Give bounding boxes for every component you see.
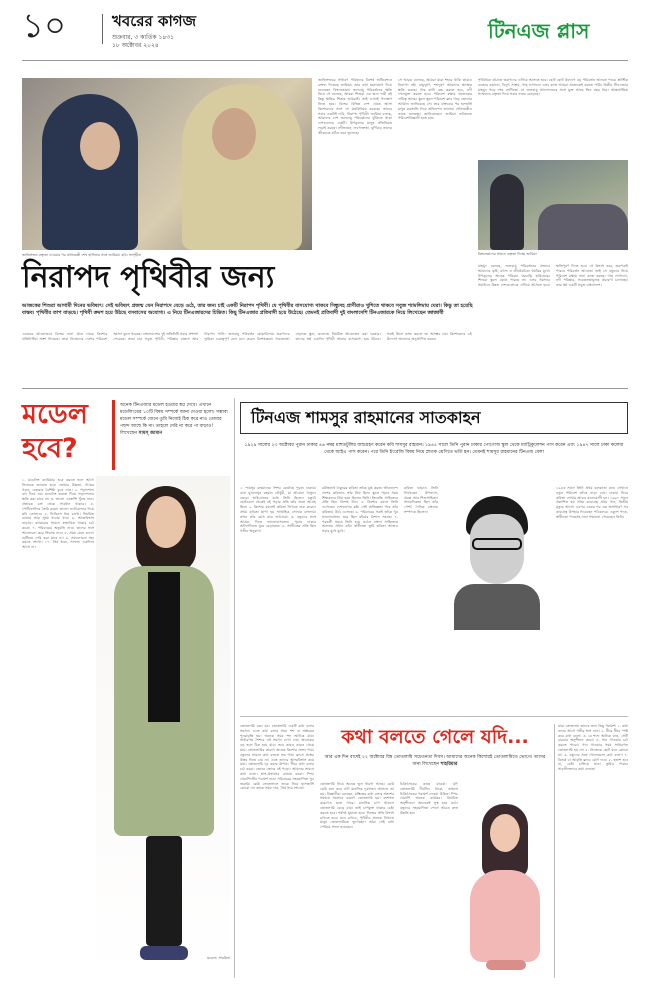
biography-text-column-3: কবিতা ছাড়াও তিনি লিখেছেন উপন্যাস, প্রবন্ধ আর শিশুসাহিত্য। সাংবাদিকতা ছিল তাঁর পেশা। দৈনিক বাংলার সম্পাদক ছিলেন। bbox=[404, 486, 438, 514]
lead-text-column-3: পৃথিবীকে বাঁচাতে তরুণদের এগিয়ে আসতে হবে। ছোট ছোট উদ্যোগ বড় পরিবর্তন আনতে পারে। প্লাস্টিক ব্যবহার কমানো, বিদ্যুৎ সাশ্রয়, গাছ লাগানো এসব কাজ আমরা প্রত্যেকেই করতে পারি। দ্বিতীয় টিনএজার মাহমুদ পড়ে দশম শ্রেণিতে। সে জলবায়ু আন্দোলনের সঙ্গে যুক্ত আছে তিন বছর ধরে। আন্তর্জাতিক সম্মেলনে বক্তৃতা দিয়ে সবার নজর কেড়েছে। bbox=[478, 78, 628, 97]
lead-headline: নিরাপদ পৃথিবীর জন্য bbox=[22, 260, 275, 295]
section-name: টিনএজ প্লাস bbox=[488, 19, 590, 43]
biography-intro: ১৯২৯ সালের ২৩ অক্টোবর পুরান ঢাকার ৪৬ নম্বর মাহুতটুলির জন্মগ্রহণ করেন কবি শামসুর রাহমান। ১৯৪৫ সালে তিনি পুরান ঢাকার পোগোজ স্কুল থেকে ম্যাট্রিকুলেশন পাস করেন এবং ১৯৪৭ সালে ঢাকা কলেজ থেকে আইএ পাস করেন। পরে তিনি ইংরেজি বিষয় নিয়ে স্নাতক শ্রেণিতে ভর্তি হন। তেমনই শামসুর রাহমানের টিনএজ বেলা bbox=[244, 443, 624, 455]
talk-title: কথা বলতে গেলে যদি... bbox=[341, 726, 529, 748]
lead-text-column-2: সে আরও বলেছে, আমরা যারা শহরে থাকি তারাও নিরাপদ নই। বায়ুদূষণ, শব্দদূষণ আমাদের স্বাস্থ্যের ক্ষতি করছে। গাছ কাটা বন্ধ করতে হবে, নদী দখলমুক্ত করতে হবে। পরিবেশ রক্ষায় প্রত্যেকের দায়িত্ব আছে। স্কুলে স্কুলে পরিবেশ ক্লাব গড়ে তোলার আহ্বান জানিয়েছে সে। তার বক্তব্যের পর হলভর্তি মানুষ করতালি দিয়ে অভিনন্দন জানায়। প্রধানমন্ত্রীও তাকে শুভেচ্ছা জানিয়েছেন। জারিয়া ভবিষ্যতে পরিবেশবিজ্ঞানী হতে চায়। bbox=[398, 78, 472, 121]
lead-text-column-1: জাতিসংঘের সাধারণ পরিষদের বিশেষ অধিবেশনে বক্তব্য দিয়েছে জারিয়া। তার কথা মনোযোগ দিয়ে শুনেছেন বিশ্বনেতারা। জলবায়ু পরিবর্তনের ক্ষতি নিয়ে সে বলেছে, আমরা শিশুরা এর জন্য দায়ী নই কিন্তু ক্ষতির শিকার আমরাই। তাই এখনই পদক্ষেপ নিতে হবে। বিশ্বের বিভিন্ন দেশ থেকে আসা কিশোরদের সঙ্গে সে মতবিনিময় করেছে। তাদের সবার একটাই দাবি, নিরাপদ পৃথিবী। জারিয়া বলছে, আমাদের দেশ জলবায়ু পরিবর্তনের ঝুঁকিতে থাকা দেশগুলোর একটি। উপকূলের মানুষ প্রতিনিয়ত লড়াই করছে। নদীভাঙন, লবণাক্ততা, ঘূর্ণিঝড় তাদের জীবনকে কঠিন করে তুলেছে। bbox=[318, 78, 392, 135]
masthead bbox=[0, 0, 650, 62]
talk-right-column: যারা তোতলায় তাদের জন্য কিছু পরামর্শ: ১. কথা বলার আগে গভীর শ্বাস নাও। ২. ধীরে ধীরে স্পষ্ট করে কথা বলো। ৩. যে শব্দে আটকে যাও, সেটি বারবার অনুশীলন করো। ৪. গান গাওয়ার চর্চা করতে পারো। গান গাওয়ার সময় সাধারণত তোতলামি হয় না। ৫. নিজেকে ছোট মনে কোরো না। ৬. বন্ধুদের সঙ্গে খোলামেলা কথা বলো। ৭. বিতর্ক বা আবৃত্তি ক্লাবে যোগ দাও। ৮. হতাশ হবে না, চেষ্টা চালিয়ে যাও। তুমিও পারবে সাবলীলভাবে কথা বলতে। bbox=[558, 724, 628, 772]
biography-bottom-rule bbox=[240, 716, 628, 717]
poet-collar bbox=[454, 584, 540, 630]
model-column-rule bbox=[234, 398, 235, 978]
lead-byline: জাজাবী bbox=[427, 310, 444, 316]
girl-face bbox=[490, 814, 520, 852]
poet-portrait bbox=[440, 490, 552, 630]
biography-text-column-4: ১৯৪৩ সালে তিনি প্রথম কলকাতা যান। সেখানে নতুন পরিবেশ তাঁকে নাড়া দেয়। ঢাকায় ফিরে কবিতা লেখায় আরও মনোযোগী হন। ১৯৬০ সালে প্রকাশিত হয় প্রথম কাব্যগ্রন্থ প্রথম গান, দ্বিতীয় মৃত্যুর আগে। এরপর একের পর এক অসাধারণ সব কাব্যগ্রন্থ উপহার দিয়েছেন পাঠকদের। একুশে পদক, স্বাধীনতা পদকসহ নানা সম্মাননা পেয়েছেন তিনি। bbox=[556, 486, 628, 519]
person-left-silhouette bbox=[42, 94, 138, 250]
talk-intro bbox=[320, 754, 550, 768]
talk-author: শাহরিয়ার bbox=[440, 762, 458, 767]
person-left-face bbox=[80, 122, 120, 170]
model-intro-text: অনেক টিনএজার মডেল হওয়ার স্বপ্ন দেখে। এখানে মডেলিংয়ের ১০টি বিষয় সম্পর্কে জানা দেওয়া হলো। সম্ভাব্য মডেল সম্পর্কে জেনে তুমি নিজেই ঠিক করে নাও তোমার পছন্দ আছে কি না। তাহলে দেরি না করে পা বাড়াও! লিখেছেন bbox=[120, 403, 228, 436]
model-face bbox=[146, 496, 186, 548]
talk-left-column: তোতলামি কেন হয়: তোতলামি একটি কথা বলার সমস্যা। এতে কথা বলার সময় শব্দ বা অক্ষরের পুনরাবৃত্তি হয়। অনেক সময় শব্দ আটকে যায়। সাধারণত শৈশবে এই সমস্যা দেখা দেয়। অনেকের বড় হলে ঠিক হয়ে যায়। তবে কারও কারও থেকে যায়। তোতলামির কারণে অনেক কিশোর লজ্জা পায়। বন্ধুদের সামনে কথা বলতে ভয় পায়। ক্লাসে প্রশ্নের উত্তর দিতে চায় না। এতে তাদের আত্মবিশ্বাস কমে যায়। তোতলামি দূর করার উপায়: ধীরে কথা বলার চর্চা করো। জোরে জোরে বই পড়ো। আয়নার সামনে কথা বলো। শ্বাস-প্রশ্বাসের ব্যায়াম করো। স্পিচ থেরাপিস্টের পরামর্শ নাও। পরিবারের সহযোগিতা খুব জরুরি। কেউ তোতলালে তাকে নিয়ে হাসাহাসি কোরো না। তাকে সময় দাও, ধৈর্য ধরে শোনো। bbox=[240, 724, 314, 791]
model-intro bbox=[120, 402, 228, 437]
lead-photo bbox=[22, 78, 312, 250]
talk-right-rule bbox=[554, 724, 555, 978]
masthead-rule bbox=[22, 60, 628, 61]
model-top bbox=[148, 572, 180, 722]
lead-photo-caption: জাতিসংঘে বক্তৃতা দেওয়ার পর প্রধানমন্ত্রী শেখ হাসিনার সঙ্গে জারিয়া। ছবি: সংগৃহীত bbox=[22, 253, 141, 257]
lead-intro bbox=[22, 303, 478, 317]
girl-feet bbox=[486, 960, 526, 970]
model-author: সামস্ জামান bbox=[138, 431, 163, 436]
lead-side-photo bbox=[478, 160, 628, 250]
model-photo bbox=[96, 476, 230, 980]
crowd-silhouette bbox=[538, 204, 628, 250]
biography-title: টিনএজ শামসুর রাহমানের সাতকাহন bbox=[251, 408, 481, 427]
biography-title-box bbox=[240, 402, 628, 434]
date-line-bengali: শুক্রবার, ৩ কার্তিক ১৪৩১ bbox=[112, 34, 175, 41]
speaker-silhouette bbox=[490, 174, 524, 250]
talk-intro-text: আর এক দিন বাদেই ২২ অক্টোবর বিশ্ব তোতলামি সচেতনতা দিবস। আমাদের অনেক কিশোরই তোতলামিতে ভোগে। তাদের জন্য লিখেছেন bbox=[324, 755, 546, 767]
talk-illustration bbox=[460, 800, 550, 978]
masthead-divider bbox=[102, 14, 103, 44]
lead-body-text: এবারের আয়োজনে বিশ্বের নানা প্রান্ত থেকে কিশোর প্রতিনিধিরা অংশ নিয়েছে। তারা নিজেদের দেশের পরিবেশ সমস্যা তুলে ধরেছে। বাংলাদেশের দুই প্রতিনিধি সবার প্রশংসা পেয়েছে। তারা চায় সবুজ পৃথিবী, পরিষ্কার বাতাস আর নিরাপদ পানি। জলবায়ু পরিবর্তন মোকাবিলায় তরুণদের ভূমিকা গুরুত্বপূর্ণ বলে মনে করেন বিশেষজ্ঞরা। সচেতনতা বাড়াতে স্কুল, কলেজে নিয়মিত আয়োজন করা দরকার। তাদের স্বপ্ন একদিন পৃথিবী আবার বাসযোগ্য হয়ে উঠবে। সবাই মিলে কাজ করলে তা অসম্ভব নয়। কিশোরদের এই উদ্যোগ অন্যদের অনুপ্রাণিত করবে। bbox=[22, 332, 472, 341]
biography-text-column-2: রবীন্দ্রনাথ ঠাকুরের কবিতা তাঁকে মুগ্ধ করত। জীবনানন্দ দাশের কবিতাও তাঁর প্রিয় ছিল। স্কুলে পড়ার সময় শিক্ষকদের প্রিয় ছাত্র ছিলেন তিনি। ইংরেজি সাহিত্যের প্রতি ছিল বিশেষ টান। ৫. কিশোর বয়সে তিনি দেখেছেন দেশভাগের কষ্ট। সেই অভিজ্ঞতা পরে তাঁর কবিতায় উঠে এসেছে। ৬. পরিবারের সবাই তাঁকে খুব ভালোবাসত। ঘরে ছিল বইয়ের বিশাল সংগ্রহ। ৭. পরবর্তী সময়ে তিনি হয়ে ওঠেন বাংলা সাহিত্যের অন্যতম প্রধান কবি। স্বাধীনতা তুমি কবিতা আজও সবার মুখে মুখে। bbox=[322, 486, 398, 534]
biography-text-column-1: ১. শামসুর রাহমানের শৈশব কেটেছে পুরান ঢাকায়। বাবা মুখলেসুর রহমান চৌধুরী, মা আমেনা খাতুন। তেরো ভাইবোনের মধ্যে তিনি ছিলেন চতুর্থ। ছোটবেলা থেকেই বই পড়ার প্রতি তাঁর প্রবল আগ্রহ ছিল। ২. কিশোর বয়সেই কবিতা লিখতে শুরু করেন। প্রথম কবিতা ছাপা হয় সাপ্তাহিক সোনার বাংলায়। তখন তাঁর বয়স মাত্র আঠারো। ৩. বন্ধুদের সঙ্গে আড্ডা দিতে ভালোবাসতেন। পুরান ঢাকার অলিগলিতে ঘুরে বেড়াতেন। ৪. সংগীতের প্রতি ছিল গভীর অনুরাগ। bbox=[240, 486, 316, 534]
paper-name: খবরের কাগজ bbox=[112, 12, 197, 30]
lead-intro-text: আজকের শিশুরা আগামী দিনের ভবিষ্যৎ। সেই ভবিষ্যৎ প্রজন্ম যেন নিরাপদে বেড়ে ওঠে, তার জন্য চাই একটি নিরাপদ পৃথিবী। যে পৃথিবীর বাসযোগ্য থাকবে সিন্ধুসহ প্রাণীরাও খুশিতে থাকবে সবুজ শ্যামলিমায় ঘেরা। কিন্তু তা হয়েছি বাস্তব। পৃথিবীর তাপ বাড়ছে। পৃথিবী ক্রমশ হয়ে উঠছে বসবাসের অযোগ্য। এ নিয়ে টিনএজারদের চিন্তিত। কিছু টিনএজার প্রতিবাদী হয়ে উঠেছে। তেমনই প্রতিবাদী দুই বাংলাদেশি টিনএজারকে নিয়ে লিখেছেন bbox=[22, 303, 473, 316]
model-shoes bbox=[140, 946, 188, 960]
lead-bottom-rule bbox=[22, 388, 628, 389]
model-legs bbox=[146, 836, 182, 946]
poet-glasses-icon bbox=[472, 538, 522, 550]
model-text-column: ১. মডেলিং ক্যারিয়ার শুরু করতে হলে আগে নিজেকে জানতে হবে। তোমার উচ্চতা, গায়ের গড়ন, চেহারার বৈশিষ্ট্য বুঝে নাও। ২. পড়াশোনা বাদ দিয়ে নয়। মডেলিং করতে গিয়ে পড়াশোনার ক্ষতি করা যাবে না। ৩. ভালো এজেন্সি খুঁজে নাও। প্রতারক চক্র থেকে সাবধান থাকবে। ৪. পোর্টফোলিও তৈরি করো। ভালো ফটোগ্রাফার দিয়ে ছবি তোলাও। ৫. ফিটনেস ধরে রাখো। নিয়মিত ব্যায়াম আর সুষম খাবার খাও। ৬. আত্মবিশ্বাস বাড়াও। ক্যামেরার সামনে স্বাভাবিক থাকার চর্চা করো। ৭. পরিবারের অনুমতি নাও। তাদের সঙ্গে আলোচনা করে সিদ্ধান্ত নাও। ৮. সময় মেনে চলো। শুটিংয়ে দেরি করা যাবে না। ৯. সমালোচনা সহ্য করতে শেখো। ১০. ধৈর্য ধরো, সাফল্য একদিনে আসে না। bbox=[22, 478, 94, 550]
page-number: ১০ bbox=[22, 6, 67, 46]
lead-continuation-text: মাহমুদ বলেছে, জলবায়ু পরিবর্তনের প্রভাবে আমাদের কৃষি, মৎস্য ও জীববৈচিত্র্য হুমকির মুখে। উপকূলের অনেক পরিবার ঘরবাড়ি হারিয়েছে। শিশুরা স্কুলে যেতে পারছে না। এসব সমস্যার সমাধানে উন্নত দেশগুলোকে এগিয়ে আসতে হবে। ক্ষতিপূরণ দিতে হবে। সে বিশ্বাস করে, তরুণরাই পারবে পরিবর্তন আনতে। তাই সে বন্ধুদের নিয়ে পরিবেশ রক্ষায় নানা কাজ করছে। গাছ লাগানো, নদী পরিষ্কার, সচেতনতামূলক প্রচারণা চালাচ্ছে। তার স্বপ্ন একটি সবুজ বাংলাদেশ। bbox=[478, 264, 628, 288]
model-credit: মডেল: সাবরিনা bbox=[207, 956, 230, 960]
person-right-face bbox=[212, 108, 256, 160]
model-title: মডেল হবে? bbox=[22, 399, 88, 464]
girl-dress bbox=[470, 870, 540, 962]
lead-side-photo-caption: বিশ্বনেতাদের সামনে বক্তৃতা দিচ্ছে জারিয়া bbox=[478, 252, 537, 256]
talk-text-column-1: তোতলামি নিয়ে অনেক ভুল ধারণা আছে। কেউ কেউ মনে করে এটা মানসিক দুর্বলতা। আসলে তা নয়। বিজ্ঞানীরা বলছেন, মস্তিষ্কের কথা বলার অংশের সমন্বয়ে সমস্যার কারণে তোতলামি হয়। বংশগত কারণেও হতে পারে। মানসিক চাপ থাকলে তোতলামি বেড়ে যায়। তাই চাপমুক্ত থাকার চেষ্টা করতে হবে। পর্যাপ্ত ঘুমাতে হবে। নিজের প্রতি বিশ্বাস রাখতে হবে। মনে রাখবে, পৃথিবীর অনেক বিখ্যাত মানুষ তোতলামিতে ভুগেছেন। তাঁরা সেই বাধা পেরিয়ে সফল হয়েছেন। bbox=[320, 782, 394, 830]
talk-text-column-2: চিকিৎসকের কাছে যাওয়া: যদি তোতলামি দীর্ঘদিন থাকে, তাহলে চিকিৎসকের পরামর্শ নেওয়া উচিত। স্পিচ থেরাপি অনেক কার্যকর। নিয়মিত অনুশীলনে অনেকেই সুস্থ হয়ে ওঠে। বন্ধুদের সহযোগিতা পেলে আরও দ্রুত উন্নতি হয়। bbox=[400, 782, 458, 815]
date-line-english: ১৮ অক্টোবর ২০২৪ bbox=[112, 42, 159, 49]
model-title-bar bbox=[112, 400, 115, 470]
